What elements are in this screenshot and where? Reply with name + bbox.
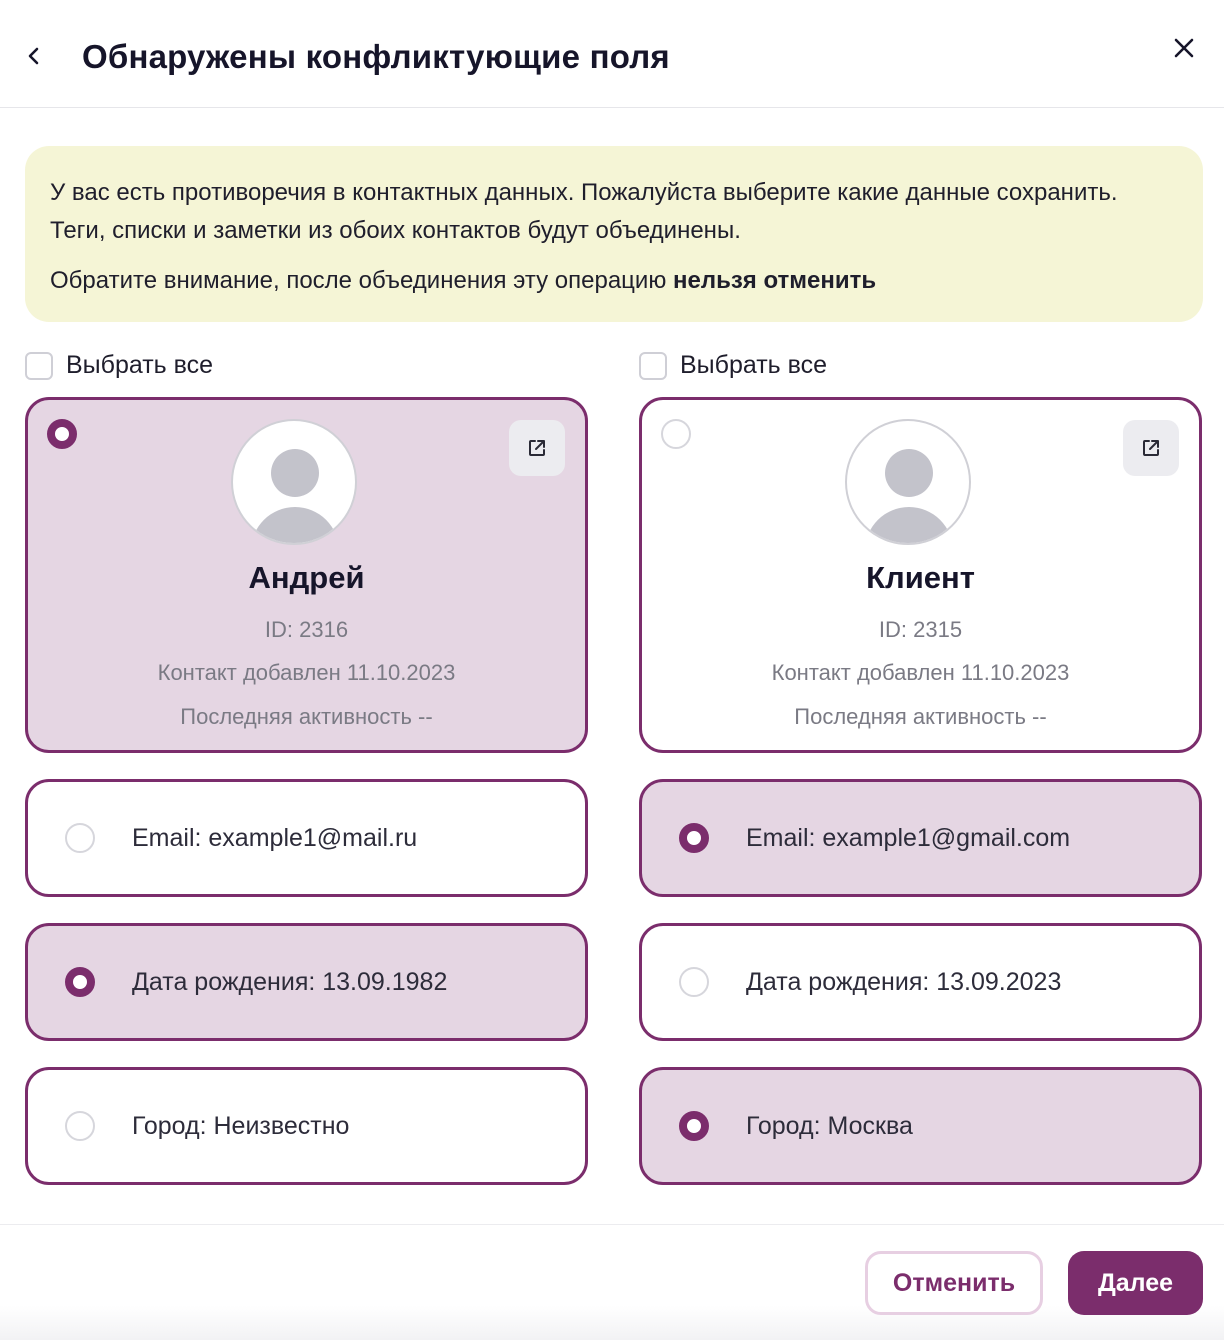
select-all-right-label: Выбрать все	[680, 351, 828, 379]
dialog-header	[0, 0, 1224, 108]
field-option-city-right[interactable]	[639, 1067, 1202, 1185]
contact-name: Андрей	[248, 560, 365, 595]
field-radio[interactable]	[65, 823, 95, 853]
warning-notice	[25, 146, 1203, 322]
field-radio[interactable]	[679, 1111, 709, 1141]
field-option-birthdate-left[interactable]	[25, 923, 588, 1041]
notice-text: У вас есть противоречия в контактных данных. Пожалуйста выберите какие данные сохранить. Теги, списки и заметки из обоих контактов будут объединены.	[50, 179, 1118, 244]
field-option-email-right[interactable]	[639, 779, 1202, 897]
open-contact-left-button[interactable]	[509, 420, 565, 476]
contact-name: Клиент	[866, 560, 975, 595]
select-all-left[interactable]	[25, 351, 213, 380]
next-button[interactable]: Далее	[1068, 1251, 1203, 1315]
field-value: Email: example1@gmail.com	[746, 823, 1071, 852]
contact-last-activity: Последняя активность --	[180, 704, 433, 729]
close-icon	[1173, 37, 1195, 59]
cancel-button[interactable]: Отменить	[865, 1251, 1043, 1315]
field-option-birthdate-right[interactable]	[639, 923, 1202, 1041]
field-value: Дата рождения: 13.09.2023	[746, 967, 1062, 996]
avatar-left	[231, 419, 357, 545]
select-all-right-checkbox[interactable]	[639, 352, 667, 380]
contact-last-activity: Последняя активность --	[794, 704, 1047, 729]
contact-id: ID: 2316	[264, 617, 349, 642]
avatar-placeholder-icon	[271, 449, 319, 497]
select-all-left-label: Выбрать все	[66, 351, 214, 379]
avatar-right	[845, 419, 971, 545]
chevron-left-icon	[24, 46, 44, 66]
contact-added-date: Контакт добавлен 11.10.2023	[157, 660, 456, 685]
field-radio[interactable]	[65, 1111, 95, 1141]
field-radio[interactable]	[679, 823, 709, 853]
field-option-city-left[interactable]	[25, 1067, 588, 1185]
field-value: Город: Неизвестно	[132, 1111, 350, 1140]
field-value: Email: example1@mail.ru	[132, 823, 418, 852]
contact-card-right[interactable]	[639, 397, 1202, 753]
contact-card-left[interactable]	[25, 397, 588, 753]
contact-id: ID: 2315	[878, 617, 963, 642]
contact-right-radio[interactable]	[661, 419, 691, 449]
field-radio[interactable]	[679, 967, 709, 997]
contact-added-date: Контакт добавлен 11.10.2023	[771, 660, 1070, 685]
close-button[interactable]	[1164, 28, 1204, 68]
external-link-icon	[1140, 437, 1162, 459]
field-option-email-left[interactable]	[25, 779, 588, 897]
back-button[interactable]	[14, 36, 54, 76]
notice-warning-bold: нельзя отменить	[673, 267, 877, 294]
contact-left-radio[interactable]	[47, 419, 77, 449]
dialog-title: Обнаружены конфликтующие поля	[82, 38, 670, 75]
avatar-placeholder-icon	[885, 449, 933, 497]
select-all-left-checkbox[interactable]	[25, 352, 53, 380]
external-link-icon	[526, 437, 548, 459]
field-value: Город: Москва	[746, 1111, 913, 1140]
notice-warning	[50, 262, 1178, 300]
dialog-footer	[0, 1224, 1224, 1340]
select-all-right[interactable]	[639, 351, 827, 380]
field-radio[interactable]	[65, 967, 95, 997]
open-contact-right-button[interactable]	[1123, 420, 1179, 476]
notice-warning-prefix: Обратите внимание, после объединения эту операцию	[50, 267, 673, 294]
field-value: Дата рождения: 13.09.1982	[132, 967, 448, 996]
